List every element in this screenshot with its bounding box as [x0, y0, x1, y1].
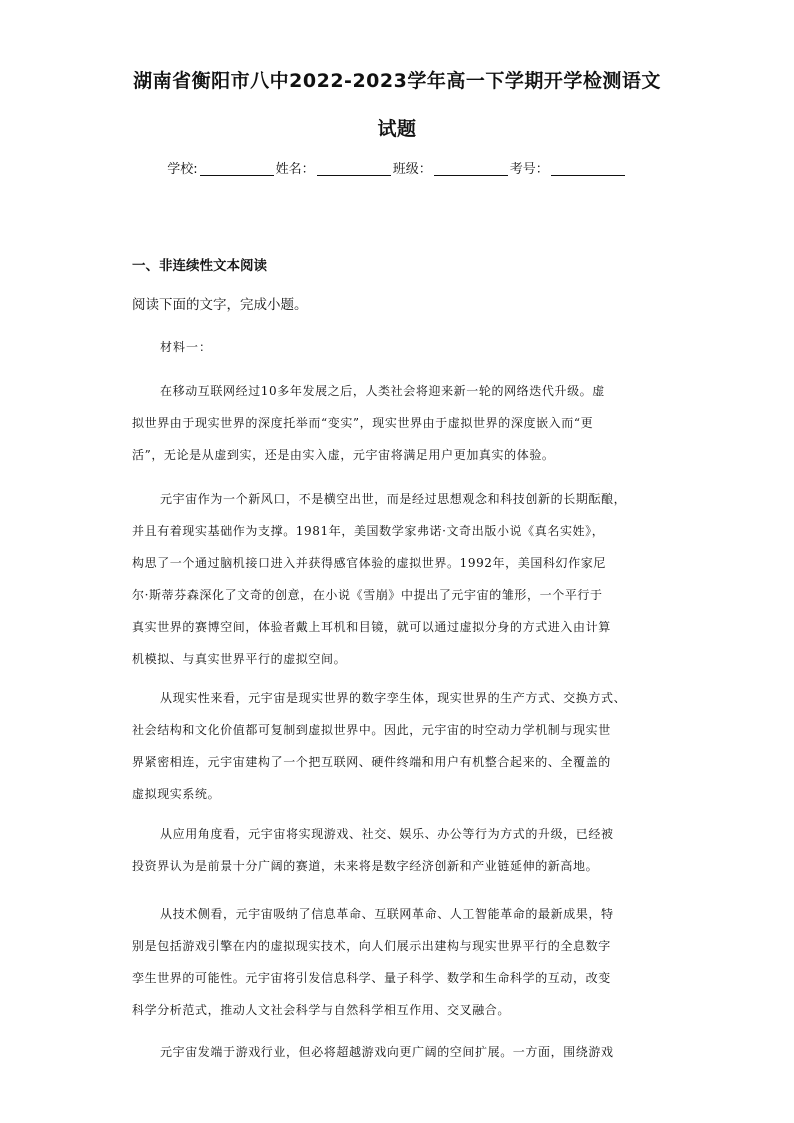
text-line: 拟世界由于现实世界的深度托举而“变实”，现实世界由于虚拟世界的深度嵌入而“更	[132, 416, 594, 430]
paragraph-4	[132, 818, 662, 882]
text-line: 界紧密相连，元宇宙建构了一个把互联网、硬件终端和用户有机整合起来的、全覆盖的	[132, 755, 611, 769]
text-line: 并且有着现实基础作为支撑。1981年，美国数学家弗诺·文奇出版小说《真名实姓》，	[132, 524, 605, 538]
text-line: 从应用角度看，元宇宙将实现游戏、社交、娱乐、办公等行为方式的升级，已经被	[160, 827, 614, 841]
text-line: 从现实性来看，元宇宙是现实世界的数字孪生体，现实世界的生产方式、交换方式、	[160, 691, 627, 705]
name-label: 姓名：	[275, 162, 315, 177]
student-info-row	[0, 158, 794, 177]
text-line: 虚拟现实系统。	[132, 787, 221, 801]
material-label: 材料一：	[160, 340, 213, 354]
paragraph-1	[132, 375, 662, 471]
document-title-continued: 试题	[377, 118, 417, 140]
class-field[interactable]	[434, 161, 508, 176]
paragraph-3	[132, 682, 662, 810]
text-line: 机模拟、与真实世界平行的虚拟空间。	[132, 652, 347, 666]
reading-instruction: 阅读下面的文字，完成小题。	[132, 297, 308, 313]
text-line: 元宇宙发端于游戏行业，但必将超越游戏向更广阔的空间扩展。一方面，围绕游戏	[160, 1045, 614, 1059]
text-line: 活”，无论是从虚到实，还是由实入虚，元宇宙将满足用户更加真实的体验。	[132, 448, 555, 462]
text-line: 在移动互联网经过10多年发展之后，人类社会将迎来新一轮的网络迭代升级。虚	[160, 384, 605, 398]
school-label: 学校:	[167, 162, 198, 177]
school-field[interactable]	[200, 161, 274, 176]
text-line: 从技术侧看，元宇宙吸纳了信息革命、互联网革命、人工智能革命的最新成果，特	[160, 907, 614, 921]
text-line: 元宇宙作为一个新风口，不是横空出世，而是经过思想观念和科技创新的长期酝酿，	[160, 492, 627, 506]
document-title: 湖南省衡阳市八中2022-2023学年高一下学期开学检测语文	[133, 70, 661, 92]
text-line: 真实世界的赛博空间，体验者戴上耳机和目镜，就可以通过虚拟分身的方式进入由计算	[132, 620, 611, 634]
number-label: 考号：	[509, 162, 549, 177]
text-line: 科学分析范式，推动人文社会科学与自然科学相互作用、交叉融合。	[132, 1003, 511, 1017]
paragraph-2	[132, 483, 662, 675]
text-line: 尔·斯蒂芬森深化了文奇的创意，在小说《雪崩》中提出了元宇宙的雏形，一个平行于	[132, 588, 603, 602]
number-field[interactable]	[551, 161, 625, 176]
section-heading: 一、非连续性文本阅读	[132, 258, 267, 274]
class-label: 班级：	[392, 162, 432, 177]
text-line: 别是包括游戏引擎在内的虚拟现实技术，向人们展示出建构与现实世界平行的全息数字	[132, 939, 611, 953]
name-field[interactable]	[317, 161, 391, 176]
text-line: 投资界认为是前景十分广阔的赛道，未来将是数字经济创新和产业链延伸的新高地。	[132, 859, 599, 873]
paragraph-6	[132, 1036, 662, 1068]
text-line: 构思了一个通过脑机接口进入并获得感官体验的虚拟世界。1992年，美国科幻作家尼	[132, 556, 606, 570]
text-line: 社会结构和文化价值都可复制到虚拟世界中。因此，元宇宙的时空动力学机制与现实世	[132, 723, 611, 737]
text-line: 孪生世界的可能性。元宇宙将引发信息科学、量子科学、数学和生命科学的互动，改变	[132, 971, 611, 985]
paragraph-5	[132, 898, 662, 1026]
